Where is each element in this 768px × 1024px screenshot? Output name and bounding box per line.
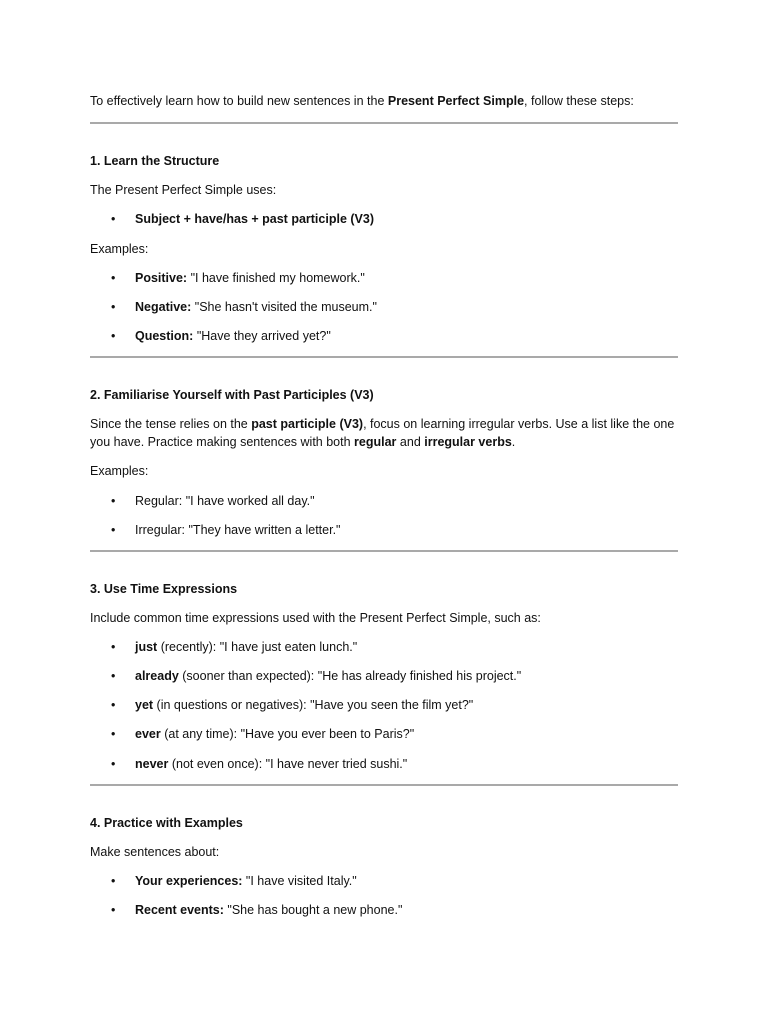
list-item: • Subject + have/has + past participle (V3)	[90, 210, 678, 228]
list-item: • Recent events: "She has bought a new phone."	[90, 901, 678, 919]
list-item: • Your experiences: "I have visited Italy."	[90, 872, 678, 890]
list-item: • yet (in questions or negatives): "Have you seen the film yet?"	[90, 696, 678, 714]
bullet-icon: •	[111, 873, 116, 888]
divider	[90, 784, 678, 786]
section-paragraph: Since the tense relies on the past participle (V3), focus on learning irregular verbs. Use a list like the one you have. Practice making sentences with both regular and irregular verbs.	[90, 417, 675, 450]
section-intro: Make sentences about:	[90, 844, 220, 859]
formula-list	[90, 210, 678, 228]
bullet-icon: •	[111, 270, 116, 285]
bullet-icon: •	[111, 698, 116, 713]
bullet-icon: •	[111, 756, 116, 771]
list-item: • Positive: "I have finished my homework."	[90, 269, 678, 287]
section-intro: The Present Perfect Simple uses:	[90, 183, 277, 198]
document-content	[90, 92, 678, 930]
list-item: • Question: "Have they arrived yet?"	[90, 327, 678, 345]
intro-paragraph: To effectively learn how to build new sentences in the Present Perfect Simple, follow these steps:	[90, 94, 634, 108]
list-item: • already (sooner than expected): "He has already finished his project."	[90, 667, 678, 685]
examples-list	[90, 492, 678, 539]
list-item: • never (not even once): "I have never tried sushi."	[90, 755, 678, 773]
list-item: • Regular: "I have worked all day."	[90, 492, 678, 510]
examples-label: Examples:	[90, 464, 149, 479]
divider	[90, 550, 678, 552]
section-heading: 3. Use Time Expressions	[90, 581, 238, 596]
list-item: • Irregular: "They have written a letter."	[90, 521, 678, 539]
list-item: • ever (at any time): "Have you ever been to Paris?"	[90, 725, 678, 743]
divider	[90, 356, 678, 358]
section-heading: 1. Learn the Structure	[90, 154, 220, 169]
bullet-icon: •	[111, 522, 116, 537]
bullet-icon: •	[111, 328, 116, 343]
section-heading: 2. Familiarise Yourself with Past Participles (V3)	[90, 388, 374, 402]
bullet-icon: •	[111, 903, 116, 917]
examples-label: Examples:	[90, 241, 149, 256]
time-expressions-list	[90, 638, 678, 773]
divider	[90, 122, 678, 124]
list-item: • just (recently): "I have just eaten lunch."	[90, 638, 678, 656]
bullet-icon: •	[111, 640, 116, 654]
practice-list	[90, 872, 678, 919]
section-heading: 4. Practice with Examples	[90, 815, 243, 830]
bullet-icon: •	[111, 669, 116, 684]
bullet-icon: •	[111, 493, 116, 508]
bullet-icon: •	[111, 299, 116, 314]
examples-list	[90, 269, 678, 345]
bullet-icon: •	[111, 212, 116, 227]
bullet-icon: •	[111, 727, 116, 742]
list-item: • Negative: "She hasn't visited the museum."	[90, 298, 678, 316]
section-intro: Include common time expressions used with the Present Perfect Simple, such as:	[90, 610, 541, 625]
